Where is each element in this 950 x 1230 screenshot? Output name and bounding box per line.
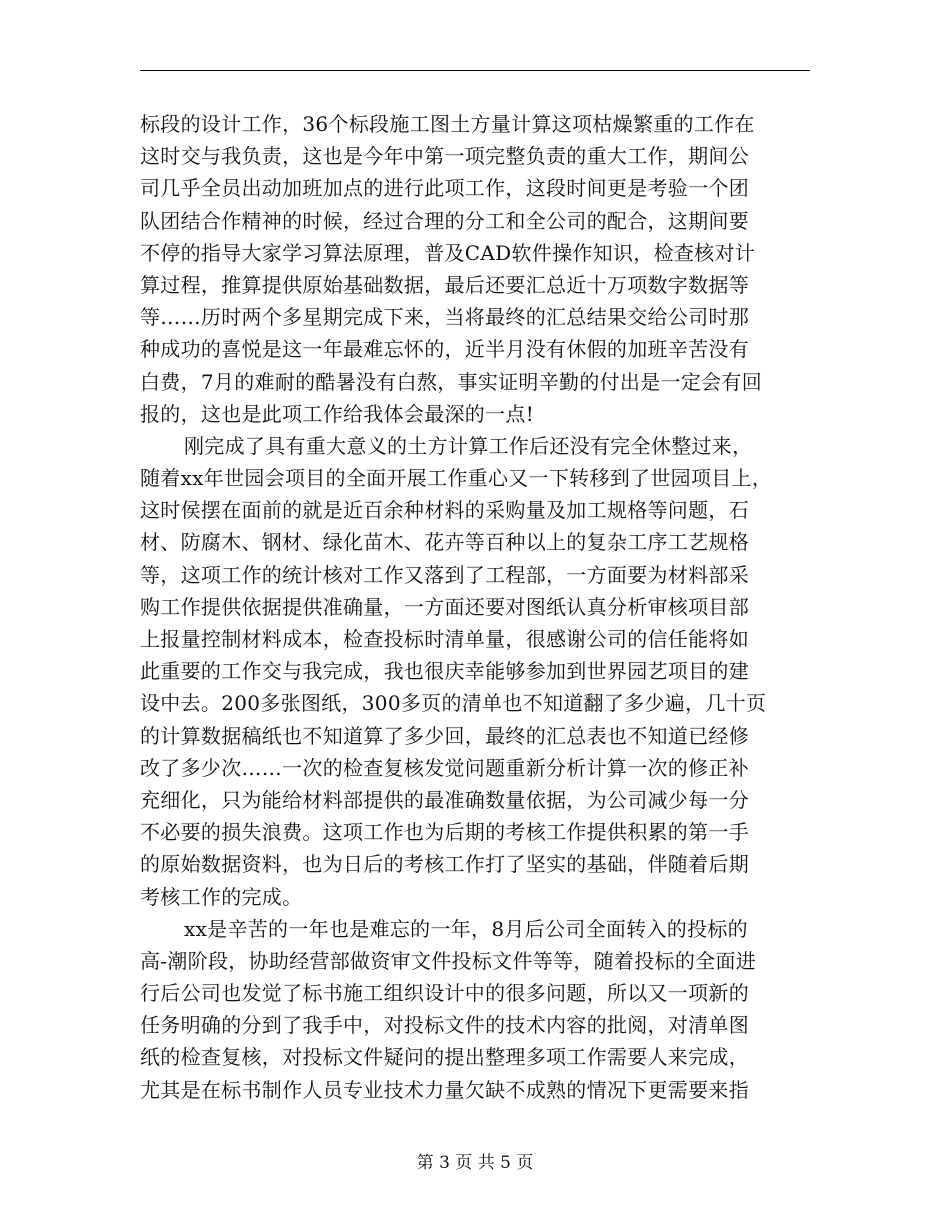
text-line: 报的，这也是此项工作给我体会最深的一点! — [140, 401, 535, 426]
text-line: xx是辛苦的一年也是难忘的一年，8月后公司全面转入的投标的 — [184, 916, 748, 941]
text-line: 不停的指导大家学习算法原理，普及CAD软件操作知识，检查核对计 — [140, 240, 756, 265]
text-line: 行后公司也发觉了标书施工组织设计中的很多问题，所以又一项新的 — [140, 981, 749, 1006]
text-line: 改了多少次……一次的检查复核发觉问题重新分析计算一次的修正补 — [140, 755, 749, 780]
text-line: 这时交与我负责，这也是今年中第一项完整负责的重大工作，期间公 — [140, 144, 749, 169]
text-line: 等，这项工作的统计核对工作又落到了工程部，一方面要为材料部采 — [140, 562, 749, 587]
text-line: 的原始数据资料，也为日后的考核工作打了坚实的基础，伴随着后期 — [140, 852, 749, 877]
paragraph-3 — [140, 913, 810, 1106]
text-line: 高-潮阶段，协助经营部做资审文件投标文件等等，随着投标的全面进 — [140, 948, 757, 973]
text-line: 设中去。200多张图纸，300多页的清单也不知道翻了多少遍，几十页 — [140, 691, 767, 716]
text-line: 等……历时两个多星期完成下来，当将最终的汇总结果交给公司时那 — [140, 305, 749, 330]
text-line: 的计算数据稿纸也不知道算了多少回，最终的汇总表也不知道已经修 — [140, 723, 749, 748]
paragraph-2 — [140, 430, 810, 913]
text-line: 充细化，只为能给材料部提供的最准确数量依据，为公司减少每一分 — [140, 787, 749, 812]
text-line: 材、防腐木、钢材、绿化苗木、花卉等百种以上的复杂工序工艺规格 — [140, 530, 749, 555]
page-number: 第 3 页 共 5 页 — [416, 1153, 534, 1173]
text-line: 任务明确的分到了我手中，对投标文件的技术内容的批阅，对清单图 — [140, 1013, 749, 1038]
text-line: 此重要的工作交与我完成，我也很庆幸能够参加到世界园艺项目的建 — [140, 659, 749, 684]
text-line: 标段的设计工作，36个标段施工图土方量计算这项枯燥繁重的工作在 — [140, 112, 755, 136]
text-line: 随着xx年世园会项目的全面开展工作重心又一下转移到了世园项目上， — [140, 466, 773, 491]
text-line: 刚完成了具有重大意义的土方计算工作后还没有完全休整过来， — [184, 433, 753, 458]
text-line: 不必要的损失浪费。这项工作也为后期的考核工作提供积累的第一手 — [140, 820, 749, 845]
header-rule — [140, 70, 810, 71]
text-line: 算过程，推算提供原始基础数据，最后还要汇总近十万项数字数据等 — [140, 272, 749, 297]
text-line: 种成功的喜悦是这一年最难忘怀的，近半月没有休假的加班辛苦没有 — [140, 337, 749, 362]
text-line: 购工作提供依据提供准确量，一方面还要对图纸认真分析审核项目部 — [140, 594, 749, 619]
text-line: 尤其是在标书制作人员专业技术力量欠缺不成熟的情况下更需要来指 — [140, 1077, 749, 1102]
text-line: 司几乎全员出动加班加点的进行此项工作，这段时间更是考验一个团 — [140, 176, 749, 201]
text-line: 队团结合作精神的时候，经过合理的分工和全公司的配合，这期间要 — [140, 208, 749, 233]
text-line: 这时侯摆在面前的就是近百余种材料的采购量及加工规格等问题，石 — [140, 498, 749, 523]
paragraph-1 — [140, 108, 810, 430]
text-line: 纸的检查复核，对投标文件疑问的提出整理多项工作需要人来完成， — [140, 1045, 749, 1070]
document-body — [140, 108, 810, 1106]
text-line: 白费，7月的难耐的酷暑没有白熬，事实证明辛勤的付出是一定会有回 — [140, 369, 763, 394]
text-line: 上报量控制材料成本，检查投标时清单量，很感谢公司的信任能将如 — [140, 627, 749, 651]
text-line: 考核工作的完成。 — [140, 884, 303, 909]
